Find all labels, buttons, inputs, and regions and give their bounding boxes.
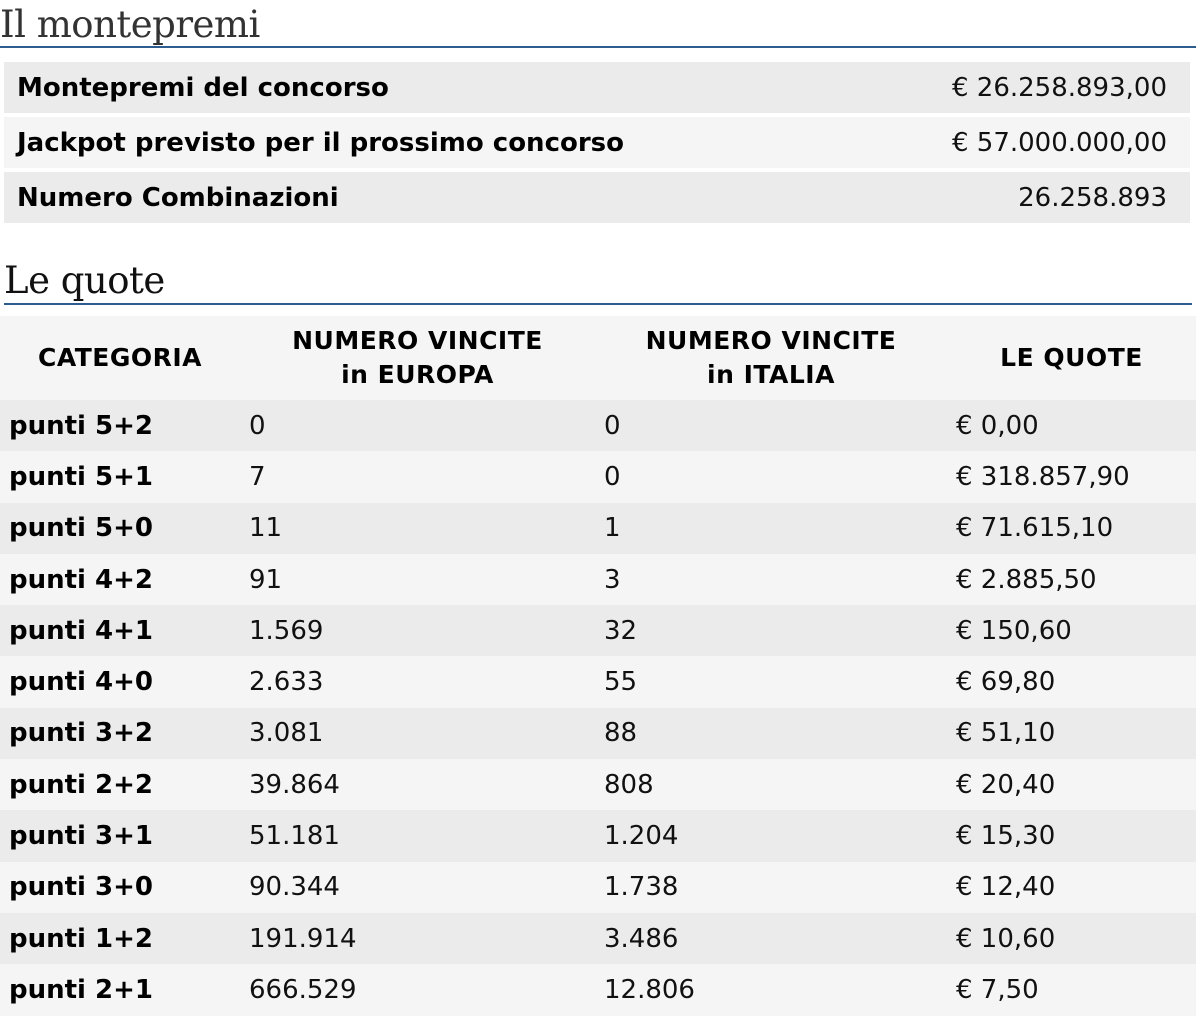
montepremi-title: Il montepremi xyxy=(0,3,260,46)
table-row xyxy=(0,810,1196,861)
summary-label: Jackpot previsto per il prossimo concorso xyxy=(17,127,625,158)
quote-table-header-row xyxy=(0,316,1196,400)
cell-quota: € 12,40 xyxy=(956,872,1056,903)
table-row xyxy=(0,964,1196,1015)
table-row xyxy=(0,913,1196,964)
cell-vincite-italia: 12.806 xyxy=(604,974,695,1005)
cell-vincite-italia: 88 xyxy=(604,718,638,749)
table-row xyxy=(0,451,1196,502)
quote-section-header xyxy=(4,259,1192,305)
header-vincite-italia: NUMERO VINCITE in ITALIA xyxy=(645,326,897,389)
cell-vincite-italia: 0 xyxy=(604,461,621,492)
cell-categoria: punti 4+2 xyxy=(9,564,153,595)
cell-categoria: punti 1+2 xyxy=(9,923,153,954)
table-row xyxy=(0,759,1196,810)
table-row xyxy=(0,656,1196,707)
cell-quota: € 20,40 xyxy=(956,769,1056,800)
cell-categoria: punti 5+1 xyxy=(9,461,153,492)
cell-vincite-europa: 1.569 xyxy=(249,615,324,646)
table-row xyxy=(0,708,1196,759)
cell-quota: € 69,80 xyxy=(956,667,1056,698)
cell-vincite-italia: 0 xyxy=(604,410,621,441)
header-categoria: CATEGORIA xyxy=(37,343,203,372)
cell-quota: € 318.857,90 xyxy=(956,461,1130,492)
cell-vincite-europa: 90.344 xyxy=(249,872,340,903)
cell-quota: € 10,60 xyxy=(956,923,1056,954)
cell-quota: € 51,10 xyxy=(956,718,1056,749)
cell-categoria: punti 4+1 xyxy=(9,615,153,646)
cell-vincite-europa: 0 xyxy=(249,410,266,441)
cell-categoria: punti 3+2 xyxy=(9,718,153,749)
cell-vincite-italia: 3.486 xyxy=(604,923,679,954)
table-row xyxy=(0,605,1196,656)
summary-row-combinazioni xyxy=(4,172,1190,223)
cell-vincite-italia: 1.204 xyxy=(604,821,679,852)
cell-vincite-europa: 91 xyxy=(249,564,283,595)
cell-vincite-europa: 191.914 xyxy=(249,923,357,954)
cell-quota: € 71.615,10 xyxy=(956,513,1114,544)
cell-vincite-europa: 11 xyxy=(249,513,283,544)
header-vincite-europa: NUMERO VINCITE in EUROPA xyxy=(292,326,543,389)
header-quote: LE QUOTE xyxy=(1000,343,1143,372)
cell-vincite-italia: 1 xyxy=(604,513,621,544)
cell-vincite-italia: 55 xyxy=(604,667,638,698)
cell-categoria: punti 2+1 xyxy=(9,974,153,1005)
cell-categoria: punti 5+2 xyxy=(9,410,153,441)
montepremi-summary-table xyxy=(4,62,1190,227)
cell-vincite-europa: 3.081 xyxy=(249,718,324,749)
table-row xyxy=(0,400,1196,451)
quote-title: Le quote xyxy=(4,259,165,302)
cell-categoria: punti 5+0 xyxy=(9,513,153,544)
summary-row-montepremi xyxy=(4,62,1190,113)
cell-quota: € 0,00 xyxy=(956,410,1039,441)
cell-vincite-italia: 3 xyxy=(604,564,621,595)
table-row xyxy=(0,862,1196,913)
summary-value: 26.258.893 xyxy=(1018,182,1167,213)
cell-vincite-europa: 51.181 xyxy=(249,821,340,852)
summary-label: Montepremi del concorso xyxy=(17,72,389,103)
quote-table xyxy=(0,316,1196,1016)
cell-categoria: punti 2+2 xyxy=(9,769,153,800)
cell-categoria: punti 3+1 xyxy=(9,821,153,852)
cell-quota: € 150,60 xyxy=(956,615,1072,646)
cell-vincite-europa: 2.633 xyxy=(249,667,324,698)
cell-vincite-italia: 808 xyxy=(604,769,654,800)
cell-quota: € 15,30 xyxy=(956,821,1056,852)
summary-row-jackpot xyxy=(4,117,1190,168)
summary-value: € 26.258.893,00 xyxy=(951,72,1167,103)
cell-vincite-europa: 7 xyxy=(249,461,266,492)
cell-categoria: punti 4+0 xyxy=(9,667,153,698)
table-row xyxy=(0,554,1196,605)
cell-vincite-europa: 666.529 xyxy=(249,974,357,1005)
cell-quota: € 2.885,50 xyxy=(956,564,1097,595)
cell-vincite-europa: 39.864 xyxy=(249,769,340,800)
table-row xyxy=(0,503,1196,554)
cell-quota: € 7,50 xyxy=(956,974,1039,1005)
montepremi-section-header xyxy=(0,3,1196,48)
cell-vincite-italia: 1.738 xyxy=(604,872,679,903)
cell-vincite-italia: 32 xyxy=(604,615,638,646)
cell-categoria: punti 3+0 xyxy=(9,872,153,903)
summary-value: € 57.000.000,00 xyxy=(951,127,1167,158)
summary-label: Numero Combinazioni xyxy=(17,182,339,213)
